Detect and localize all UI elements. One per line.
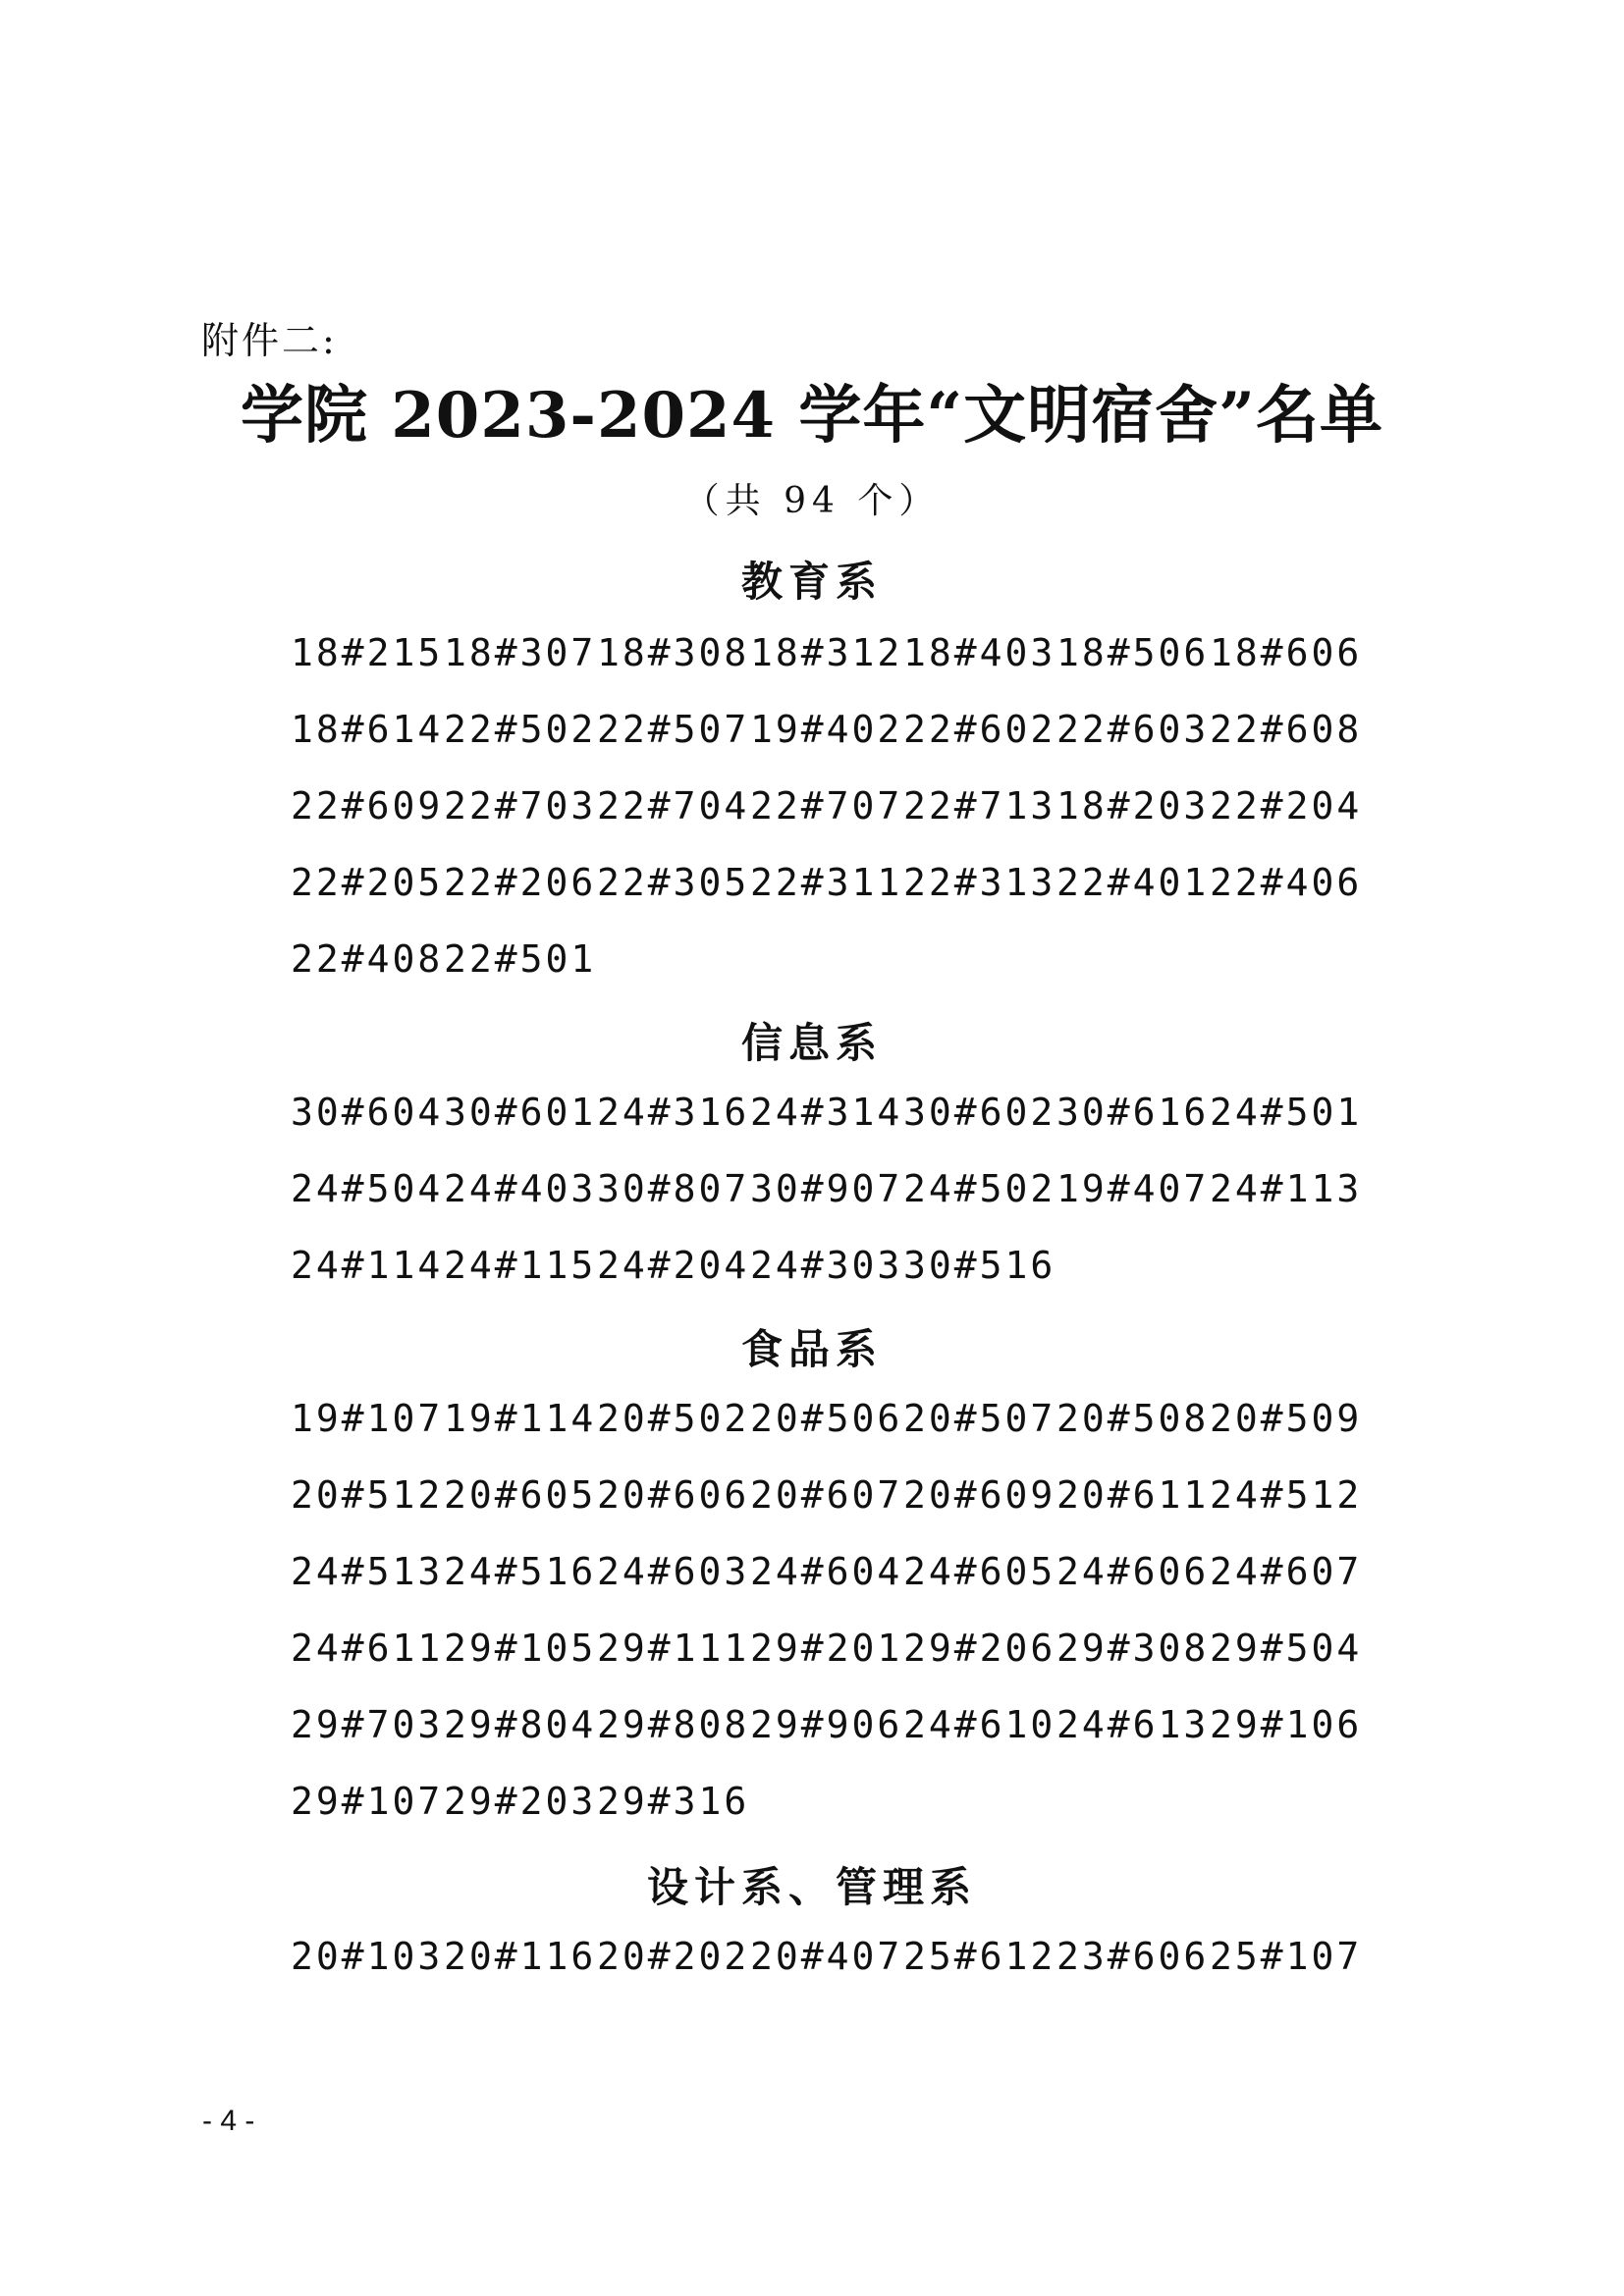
dorm-room-number: 24#504 (291, 1167, 444, 1210)
section-heading-food: 食品系 (740, 1325, 883, 1373)
dorm-room-number: 24#501 (1210, 1091, 1363, 1134)
room-list-food (291, 1380, 1363, 1840)
dorm-room-number: 19#402 (750, 708, 903, 751)
dorm-room-number: 18#215 (291, 631, 444, 674)
dorm-room-number: 20#509 (1210, 1397, 1363, 1440)
dorm-room-number: 22#305 (597, 861, 750, 904)
room-list-education (291, 614, 1363, 997)
dorm-room-number: 24#605 (903, 1550, 1056, 1593)
dorm-room-number: 29#316 (597, 1780, 750, 1823)
dorm-room-number: 20#611 (1056, 1473, 1210, 1517)
dorm-room-number: 22#703 (444, 784, 597, 828)
dorm-room-number: 22#205 (291, 861, 444, 904)
dorm-room-number: 29#703 (291, 1703, 444, 1746)
dorm-room-number: 24#603 (597, 1550, 750, 1593)
dorm-room-number: 20#103 (291, 1935, 444, 1978)
dorm-room-number: 22#704 (597, 784, 750, 828)
dorm-room-number: 20#508 (1056, 1397, 1210, 1440)
dorm-room-number: 19#107 (291, 1397, 444, 1440)
dorm-room-number: 20#607 (750, 1473, 903, 1517)
dorm-room-number: 20#502 (597, 1397, 750, 1440)
section-heading-education: 教育系 (740, 558, 883, 606)
dorm-room-number: 20#605 (444, 1473, 597, 1517)
dorm-room-number: 30#907 (750, 1167, 903, 1210)
dorm-room-number: 30#616 (1056, 1091, 1210, 1134)
dorm-room-number: 20#507 (903, 1397, 1056, 1440)
dorm-room-number: 22#707 (750, 784, 903, 828)
dorm-room-number: 24#516 (444, 1550, 597, 1593)
dorm-room-number: 18#203 (1056, 784, 1210, 828)
dorm-room-number: 30#601 (444, 1091, 597, 1134)
dorm-room-number: 23#606 (1056, 1935, 1210, 1978)
room-list-information (291, 1074, 1363, 1304)
dorm-room-number: 29#203 (444, 1780, 597, 1823)
dorm-room-number: 24#303 (750, 1244, 903, 1287)
dorm-room-number: 18#614 (291, 708, 444, 751)
dorm-room-number: 24#611 (291, 1627, 444, 1670)
dorm-room-number: 24#610 (903, 1703, 1056, 1746)
dorm-room-number: 24#606 (1056, 1550, 1210, 1593)
dorm-room-number: 20#202 (597, 1935, 750, 1978)
dorm-room-number: 24#316 (597, 1091, 750, 1134)
section-heading-information: 信息系 (740, 1019, 883, 1067)
dorm-room-number: 22#206 (444, 861, 597, 904)
dorm-room-number: 24#607 (1210, 1550, 1363, 1593)
dorm-room-number: 22#608 (1210, 708, 1363, 751)
page-number: - 4 - (202, 2105, 255, 2137)
section-heading-design-management: 设计系、管理系 (646, 1863, 977, 1911)
dorm-room-number: 24#314 (750, 1091, 903, 1134)
dorm-room-number: 29#107 (291, 1780, 444, 1823)
dorm-room-number: 24#204 (597, 1244, 750, 1287)
dorm-room-number: 22#507 (597, 708, 750, 751)
dorm-room-number: 25#612 (903, 1935, 1056, 1978)
dorm-room-number: 19#114 (444, 1397, 597, 1440)
dorm-room-number: 24#604 (750, 1550, 903, 1593)
dorm-room-number: 24#512 (1210, 1473, 1363, 1517)
dorm-room-number: 30#516 (903, 1244, 1056, 1287)
dorm-room-number: 30#602 (903, 1091, 1056, 1134)
dorm-room-number: 18#403 (903, 631, 1056, 674)
document-subtitle: （共 94 个） (683, 481, 941, 521)
dorm-room-number: 22#401 (1056, 861, 1210, 904)
dorm-room-number: 29#111 (597, 1627, 750, 1670)
dorm-room-number: 24#403 (444, 1167, 597, 1210)
dorm-room-number: 22#713 (903, 784, 1056, 828)
dorm-room-number: 18#307 (444, 631, 597, 674)
dorm-room-number: 29#804 (444, 1703, 597, 1746)
dorm-room-number: 29#808 (597, 1703, 750, 1746)
room-list-design-management (291, 1918, 1363, 1995)
dorm-room-number: 22#311 (750, 861, 903, 904)
dorm-room-number: 24#513 (291, 1550, 444, 1593)
dorm-room-number: 24#114 (291, 1244, 444, 1287)
dorm-room-number: 29#106 (1210, 1703, 1363, 1746)
dorm-room-number: 24#113 (1210, 1167, 1363, 1210)
attachment-label: 附件二: (201, 319, 338, 362)
dorm-room-number: 29#504 (1210, 1627, 1363, 1670)
dorm-room-number: 18#312 (750, 631, 903, 674)
dorm-room-number: 22#204 (1210, 784, 1363, 828)
dorm-room-number: 30#604 (291, 1091, 444, 1134)
dorm-room-number: 20#116 (444, 1935, 597, 1978)
dorm-room-number: 20#512 (291, 1473, 444, 1517)
dorm-room-number: 25#107 (1210, 1935, 1363, 1978)
dorm-room-number: 24#502 (903, 1167, 1056, 1210)
dorm-room-number: 22#501 (444, 937, 597, 981)
dorm-room-number: 19#407 (1056, 1167, 1210, 1210)
dorm-room-number: 30#807 (597, 1167, 750, 1210)
dorm-room-number: 22#406 (1210, 861, 1363, 904)
dorm-room-number: 29#206 (903, 1627, 1056, 1670)
dorm-room-number: 24#115 (444, 1244, 597, 1287)
dorm-room-number: 22#502 (444, 708, 597, 751)
dorm-room-number: 22#408 (291, 937, 444, 981)
dorm-room-number: 22#609 (291, 784, 444, 828)
dorm-room-number: 18#308 (597, 631, 750, 674)
dorm-room-number: 29#201 (750, 1627, 903, 1670)
dorm-room-number: 18#606 (1210, 631, 1363, 674)
dorm-room-number: 20#606 (597, 1473, 750, 1517)
document-title: 学院 2023-2024 学年“文明宿舍”名单 (241, 379, 1383, 453)
dorm-room-number: 18#506 (1056, 631, 1210, 674)
dorm-room-number: 20#609 (903, 1473, 1056, 1517)
dorm-room-number: 22#313 (903, 861, 1056, 904)
dorm-room-number: 20#407 (750, 1935, 903, 1978)
dorm-room-number: 24#613 (1056, 1703, 1210, 1746)
dorm-room-number: 22#602 (903, 708, 1056, 751)
dorm-room-number: 22#603 (1056, 708, 1210, 751)
dorm-room-number: 29#105 (444, 1627, 597, 1670)
dorm-room-number: 29#308 (1056, 1627, 1210, 1670)
dorm-room-number: 20#506 (750, 1397, 903, 1440)
dorm-room-number: 29#906 (750, 1703, 903, 1746)
